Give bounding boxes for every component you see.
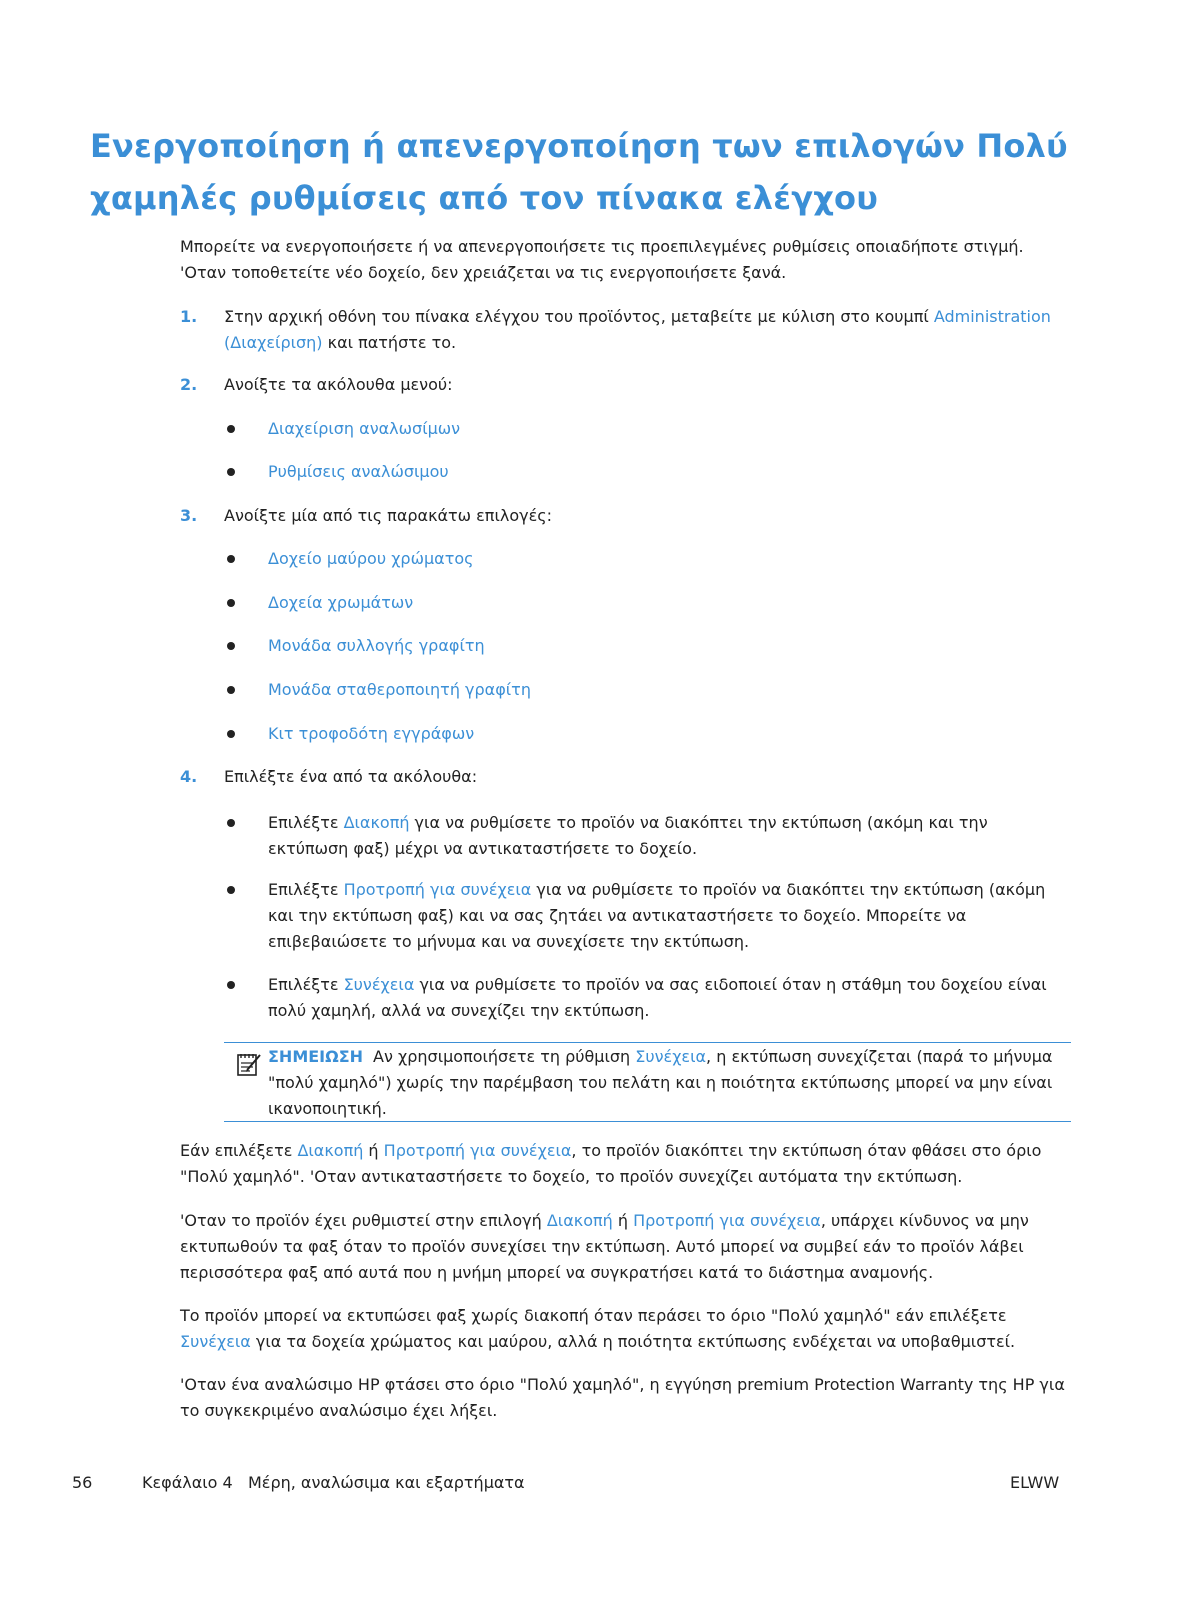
bullet-icon: [227, 555, 235, 563]
option-link[interactable]: Δοχεία χρωμάτων: [268, 593, 414, 612]
paragraph: Εάν επιλέξετε Διακοπή ή Προτροπή για συνέχεια, το προϊόν διακόπτει την εκτύπωση όταν φθάσει στο όριο "Πολύ χαμηλό". 'Οταν αντικαταστήσετε το δοχείο, το προϊόν συνεχίζει αυτόματα την εκτύπωση.: [180, 1141, 1042, 1186]
document-code: ELWW: [1010, 1473, 1060, 1492]
step-text: Στην αρχική οθόνη του πίνακα ελέγχου του προϊόντος, μεταβείτε με κύλιση στο κουμπί Administration (Διαχείριση) και πατήστε το.: [224, 307, 1051, 352]
bullet-icon: [227, 642, 235, 650]
bullet-icon: [227, 468, 235, 476]
choice-text: Επιλέξτε Διακοπή για να ρυθμίσετε το προϊόν να διακόπτει την εκτύπωση (ακόμη και την εκτύπωση φαξ) μέχρι να αντικαταστήσετε το δοχείο.: [268, 813, 988, 858]
continue-link[interactable]: Συνέχεια: [343, 975, 415, 994]
step-number: 2.: [180, 375, 198, 394]
intro-paragraph: Μπορείτε να ενεργοποιήσετε ή να απενεργοποιήσετε τις προεπιλεγμένες ρυθμίσεις οποιαδήποτε στιγμή. 'Οταν τοποθετείτε νέο δοχείο, δεν χρειάζεται να τις ενεργοποιήσετε ξανά.: [180, 237, 1024, 282]
note-pad-icon: [236, 1051, 262, 1077]
option-link[interactable]: Μονάδα σταθεροποιητή γραφίτη: [268, 680, 531, 699]
bullet-icon: [227, 819, 235, 827]
step-number: 1.: [180, 307, 198, 326]
continue-link[interactable]: Συνέχεια: [180, 1332, 251, 1351]
note-label: ΣΗΜΕΙΩΣΗ: [268, 1047, 364, 1066]
step-number: 4.: [180, 767, 198, 786]
page-number: 56: [72, 1473, 93, 1492]
bullet-icon: [227, 886, 235, 894]
stop-link[interactable]: Διακοπή: [546, 1211, 613, 1230]
page-title: Ενεργοποίηση ή απενεργοποίηση των επιλογών Πολύ χαμηλές ρυθμίσεις από τον πίνακα ελέγχου: [90, 127, 1068, 217]
step-number: 3.: [180, 506, 198, 525]
option-link[interactable]: Μονάδα συλλογής γραφίτη: [268, 636, 485, 655]
stop-link[interactable]: Διακοπή: [297, 1141, 364, 1160]
paragraph: 'Οταν το προϊόν έχει ρυθμιστεί στην επιλογή Διακοπή ή Προτροπή για συνέχεια, υπάρχει κίνδυνος να μην εκτυπωθούν τα φαξ όταν το προϊόν συνεχίσει την εκτύπωση. Αυτό μπορεί να συμβεί εάν το προϊόν λάβει περισσότερα φαξ από αυτά που η μνήμη μπορεί να συγκρατήσει κατά το διάστημα αναμονής.: [180, 1211, 1029, 1282]
choice-text: Επιλέξτε Προτροπή για συνέχεια για να ρυθμίσετε το προϊόν να διακόπτει την εκτύπωση (ακόμη και την εκτύπωση φαξ) και να σας ζητάει να αντικαταστήσετε το δοχείο. Μπορείτε να επιβεβαιώσετε το μήνυμα και να συνεχίσετε την εκτύπωση.: [268, 880, 1046, 951]
chapter-title: Κεφάλαιο 4 Μέρη, αναλώσιμα και εξαρτήματα: [142, 1473, 525, 1492]
bullet-icon: [227, 686, 235, 694]
bullet-icon: [227, 981, 235, 989]
paragraph: Το προϊόν μπορεί να εκτυπώσει φαξ χωρίς διακοπή όταν περάσει το όριο "Πολύ χαμηλό" εάν επιλέξετε Συνέχεια για τα δοχεία χρώματος και μαύρου, αλλά η ποιότητα εκτύπωσης ενδέχεται να υποβαθμιστεί.: [180, 1306, 1016, 1351]
step-text: Ανοίξτε τα ακόλουθα μενού:: [224, 375, 453, 394]
prompt-to-continue-link[interactable]: Προτροπή για συνέχεια: [343, 880, 532, 899]
prompt-to-continue-link[interactable]: Προτροπή για συνέχεια: [383, 1141, 572, 1160]
bullet-icon: [227, 425, 235, 433]
paragraph: 'Οταν ένα αναλώσιμο HP φτάσει στο όριο "Πολύ χαμηλό", η εγγύηση premium Protection Warranty της HP για το συγκεκριμένο αναλώσιμο έχει λήξει.: [180, 1375, 1065, 1420]
option-link[interactable]: Κιτ τροφοδότη εγγράφων: [268, 724, 475, 743]
option-link[interactable]: Δοχείο μαύρου χρώματος: [268, 549, 474, 568]
menu-link[interactable]: Διαχείριση αναλωσίμων: [268, 419, 461, 438]
note-box: [224, 1042, 1071, 1122]
bullet-icon: [227, 730, 235, 738]
stop-link[interactable]: Διακοπή: [343, 813, 410, 832]
note-text: ΣΗΜΕΙΩΣΗ Αν χρησιμοποιήσετε τη ρύθμιση Συνέχεια, η εκτύπωση συνεχίζεται (παρά το μήνυμα "πολύ χαμηλό") χωρίς την παρέμβαση του πελάτη και η ποιότητα εκτύπωσης μπορεί να μην είναι ικανοποιητική.: [268, 1047, 1053, 1118]
bullet-icon: [227, 599, 235, 607]
administration-link[interactable]: Administration (Διαχείριση): [224, 307, 1051, 352]
choice-text: Επιλέξτε Συνέχεια για να ρυθμίσετε το προϊόν να σας ειδοποιεί όταν η στάθμη του δοχείου είναι πολύ χαμηλή, αλλά να συνεχίζει την εκτύπωση.: [268, 975, 1047, 1020]
continue-link[interactable]: Συνέχεια: [635, 1047, 707, 1066]
prompt-to-continue-link[interactable]: Προτροπή για συνέχεια: [633, 1211, 821, 1230]
step-text: Ανοίξτε μία από τις παρακάτω επιλογές:: [224, 506, 553, 525]
step-text: Επιλέξτε ένα από τα ακόλουθα:: [224, 767, 478, 786]
menu-link[interactable]: Ρυθμίσεις αναλώσιμου: [268, 462, 449, 481]
